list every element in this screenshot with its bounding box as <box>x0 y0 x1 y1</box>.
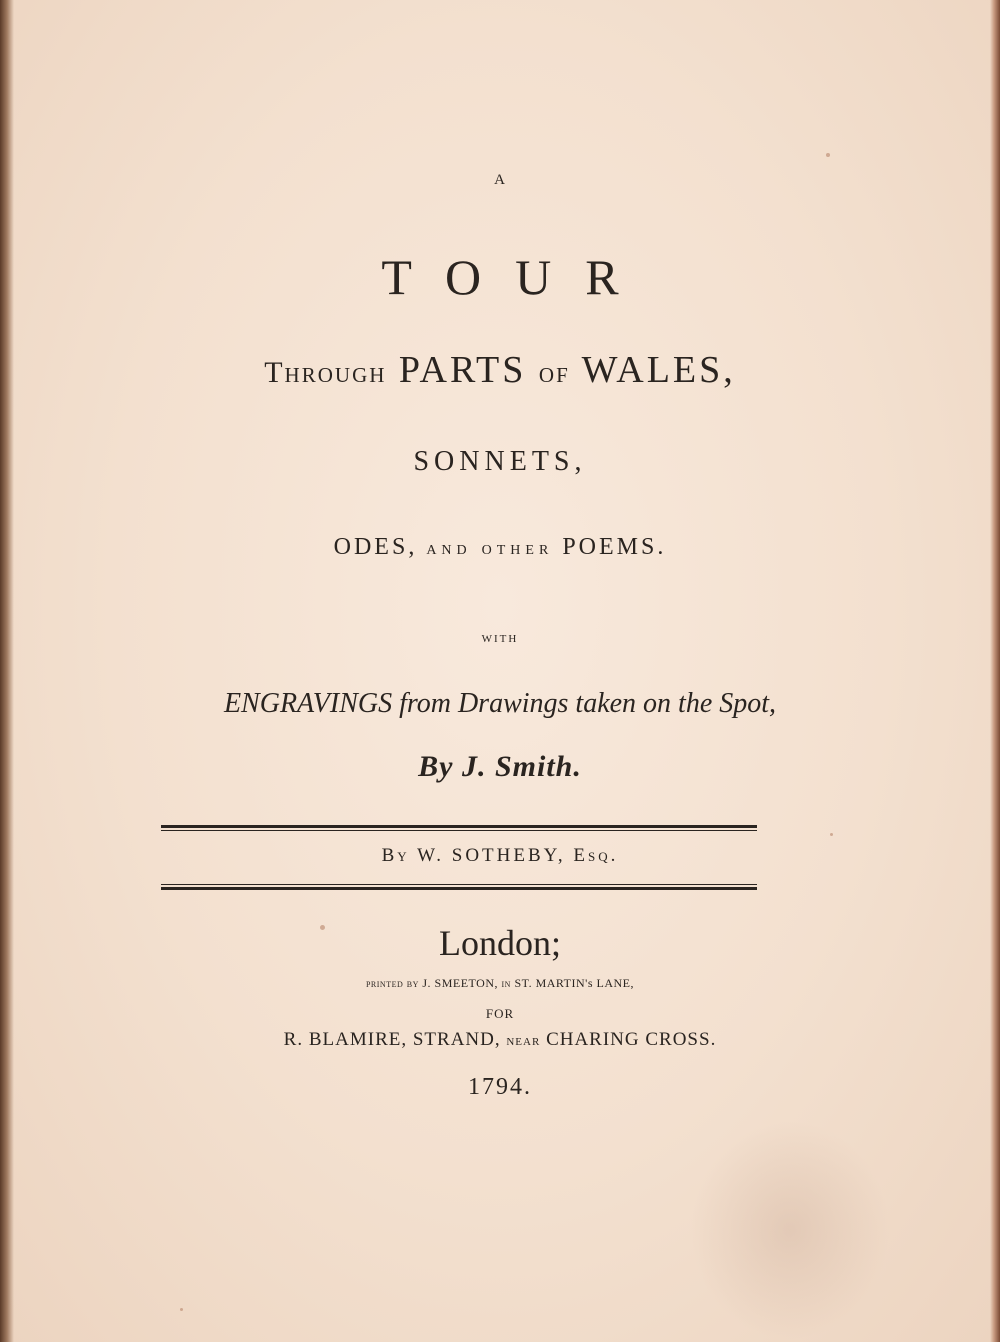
artist-line: By J. Smith. <box>418 750 582 783</box>
printer-name: J. SMEETON, <box>422 976 498 990</box>
foxing-spot <box>826 153 830 157</box>
foxing-spot <box>180 1308 183 1311</box>
subtitle-parts: PARTS <box>398 349 527 391</box>
odes-line <box>0 534 1000 561</box>
subtitle-line <box>0 348 1000 392</box>
seller-line <box>0 1029 1000 1051</box>
and-other-text: and other <box>426 537 554 559</box>
subtitle-wales: WALES, <box>581 349 736 391</box>
imprint-place: London; <box>439 923 561 963</box>
author-name: W. SOTHEBY, <box>417 845 566 866</box>
paper-stain <box>690 1120 890 1340</box>
printer-line <box>0 976 1000 991</box>
near-text: near <box>506 1033 541 1049</box>
odes-text: ODES, <box>333 534 418 560</box>
printed-by-text: printed by <box>365 976 419 990</box>
subtitle-of: of <box>538 356 570 389</box>
engravings-line: ENGRAVINGS from Drawings taken on the Spot, <box>223 688 777 719</box>
printer-address: ST. MARTIN's LANE, <box>514 976 635 990</box>
main-title: TOUR <box>381 249 653 305</box>
subtitle-through: Through <box>264 356 387 389</box>
author-by: By <box>381 845 410 866</box>
sonnets-line: SONNETS, <box>413 446 587 477</box>
double-rule-bottom <box>161 884 757 890</box>
foxing-spot <box>830 833 833 836</box>
in-text: in <box>501 976 511 990</box>
seller-name: R. BLAMIRE, STRAND, <box>283 1029 501 1050</box>
seller-location: CHARING CROSS. <box>546 1029 717 1050</box>
author-line <box>0 845 1000 867</box>
imprint-year: 1794. <box>468 1074 532 1100</box>
author-esq: Esq. <box>573 845 619 866</box>
double-rule-top <box>161 825 757 831</box>
with-line: WITH <box>481 633 519 645</box>
poems-text: POEMS. <box>562 534 667 560</box>
title-article: A <box>494 172 506 188</box>
for-line: FOR <box>485 1006 515 1021</box>
